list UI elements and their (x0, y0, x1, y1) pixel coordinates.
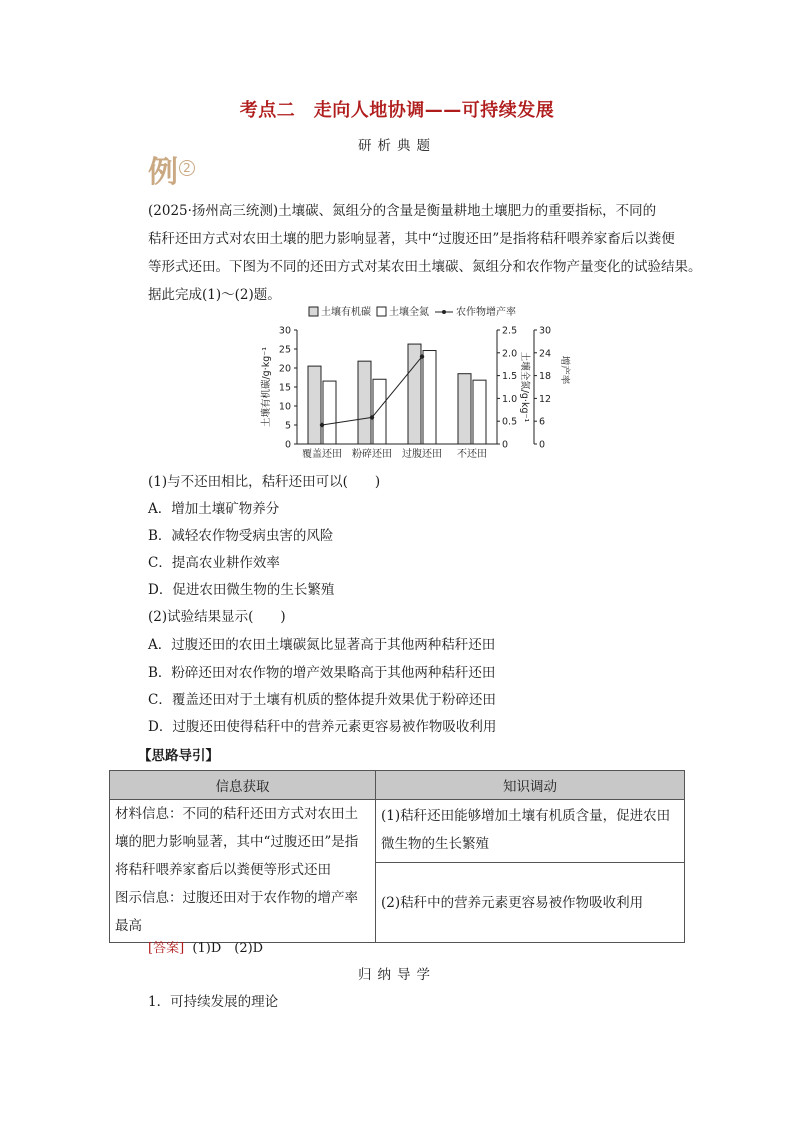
guide-material-info: 材料信息：不同的秸秆还田方式对农田土壤的肥力影响显著，其中“过腹还田”是指将秸秆喂养家畜后以粪便等形式还田 (115, 806, 359, 878)
yield-tick-label: 18 (539, 371, 552, 383)
left-tick-label: 10 (278, 401, 291, 413)
legend-label-carbon: 土壤有机碳 (321, 307, 371, 318)
q1-option-d[interactable]: D．促进农田微生物的生长繁殖 (148, 582, 335, 598)
guide-knowledge-1: (1)秸秆还田能够增加土壤有机质含量，促进农田微生物的生长繁殖 (376, 800, 685, 863)
example-badge (148, 156, 195, 190)
yield-tick-label: 30 (539, 325, 552, 337)
q1-option-a[interactable]: A．增加土壤矿物养分 (148, 501, 280, 517)
section-heading-analysis: 研析典题 (358, 138, 436, 154)
bar-soil-total-nitrogen (473, 380, 486, 444)
guide-figure-info: 图示信息：过腹还田对于农作物的增产率最高 (115, 890, 358, 934)
yield-rate-point (320, 423, 324, 427)
q2-option-a[interactable]: A．过腹还田的农田土壤碳氮比显著高于其他两种秸秆还田 (148, 637, 496, 653)
bar-soil-organic-carbon (408, 344, 421, 444)
q1-stem: (1)与不还田相比，秸秆还田可以( ) (148, 474, 381, 490)
x-category-label: 粉碎还田 (352, 449, 392, 460)
guide-cell-info (110, 800, 376, 943)
nitrogen-axis-title: 土壤全氮/g·kg⁻¹ (519, 351, 530, 423)
question-line: 等形式还田。下图为不同的还田方式对某农田土壤碳、氮组分和农作物产量变化的试验结果。 (148, 259, 702, 275)
x-category-label: 过腹还田 (402, 449, 442, 460)
guide-table (109, 770, 685, 943)
legend-point-yield (442, 310, 446, 314)
answer-line (148, 937, 263, 956)
bar-soil-organic-carbon (458, 374, 471, 444)
nitrogen-tick-label: 1.5 (502, 371, 518, 383)
yield-rate-point (370, 415, 374, 419)
answer-text: (1)D (2)D (192, 941, 264, 956)
yield-tick-label: 24 (539, 348, 552, 360)
bar-soil-organic-carbon (308, 366, 321, 444)
answer-tag: [答案] (148, 941, 185, 956)
guide-heading: 【思路导引】 (138, 748, 219, 764)
legend-label-yield: 农作物增产率 (456, 307, 516, 318)
yield-rate-line (322, 357, 422, 425)
left-tick-label: 25 (278, 344, 291, 356)
left-tick-label: 0 (284, 439, 291, 451)
left-tick-label: 15 (278, 382, 291, 394)
bar-soil-total-nitrogen (373, 379, 386, 444)
nitrogen-tick-label: 2.0 (502, 348, 518, 360)
x-category-label: 覆盖还田 (302, 449, 342, 460)
question-line: 秸秆还田方式对农田土壤的肥力影响显著，其中“过腹还田”是指将秸秆喂养家畜后以粪便 (148, 231, 675, 247)
q2-option-b[interactable]: B．粉碎还田对农作物的增产效果略高于其他两种秸秆还田 (148, 665, 496, 681)
example-label: 例 (148, 155, 178, 190)
yield-tick-label: 6 (539, 416, 546, 428)
yield-tick-label: 12 (539, 393, 552, 405)
left-axis-title: 土壤有机碳/g·kg⁻¹ (261, 346, 272, 428)
question-stem (148, 197, 708, 309)
nitrogen-tick-label: 2.5 (502, 325, 518, 337)
question-line: 据此完成(1)～(2)题。 (148, 287, 281, 303)
yield-tick-label: 0 (539, 439, 546, 451)
yield-axis-title: 增产率 (559, 355, 570, 385)
bar-soil-organic-carbon (358, 361, 371, 444)
legend-label-nitrogen: 土壤全氮 (389, 307, 429, 318)
left-tick-label: 20 (278, 363, 291, 375)
chart (255, 302, 585, 467)
legend-swatch-carbon (309, 307, 318, 316)
nitrogen-tick-label: 0 (502, 439, 509, 451)
legend-swatch-nitrogen (377, 307, 386, 316)
summary-point-1: 1．可持续发展的理论 (148, 994, 279, 1010)
example-number: 2 (179, 160, 195, 176)
yield-rate-point (420, 354, 424, 358)
nitrogen-tick-label: 1.0 (502, 393, 518, 405)
bar-soil-total-nitrogen (323, 381, 336, 444)
q1-option-b[interactable]: B．减轻农作物受病虫害的风险 (148, 528, 334, 544)
q1-option-c[interactable]: C．提高农业耕作效率 (148, 555, 280, 571)
q2-option-d[interactable]: D．过腹还田使得秸秆中的营养元素更容易被作物吸收利用 (148, 719, 497, 735)
page-title: 考点二 走向人地协调——可持续发展 (239, 100, 555, 121)
left-tick-label: 5 (284, 420, 291, 432)
nitrogen-tick-label: 0.5 (502, 416, 518, 428)
bar-soil-total-nitrogen (423, 351, 436, 444)
question-line: (2025·扬州高三统测)土壤碳、氮组分的含量是衡量耕地土壤肥力的重要指标，不同的 (148, 203, 657, 219)
guide-header-knowledge: 知识调动 (376, 771, 685, 800)
x-category-label: 不还田 (457, 449, 487, 460)
guide-header-info: 信息获取 (110, 771, 376, 800)
guide-knowledge-2: (2)秸秆中的营养元素更容易被作物吸收利用 (376, 863, 685, 943)
left-tick-label: 30 (278, 325, 291, 337)
section-heading-summary: 归纳导学 (358, 967, 436, 983)
q2-stem: (2)试验结果显示( ) (148, 609, 286, 625)
q2-option-c[interactable]: C．覆盖还田对于土壤有机质的整体提升效果优于粉碎还田 (148, 692, 496, 708)
